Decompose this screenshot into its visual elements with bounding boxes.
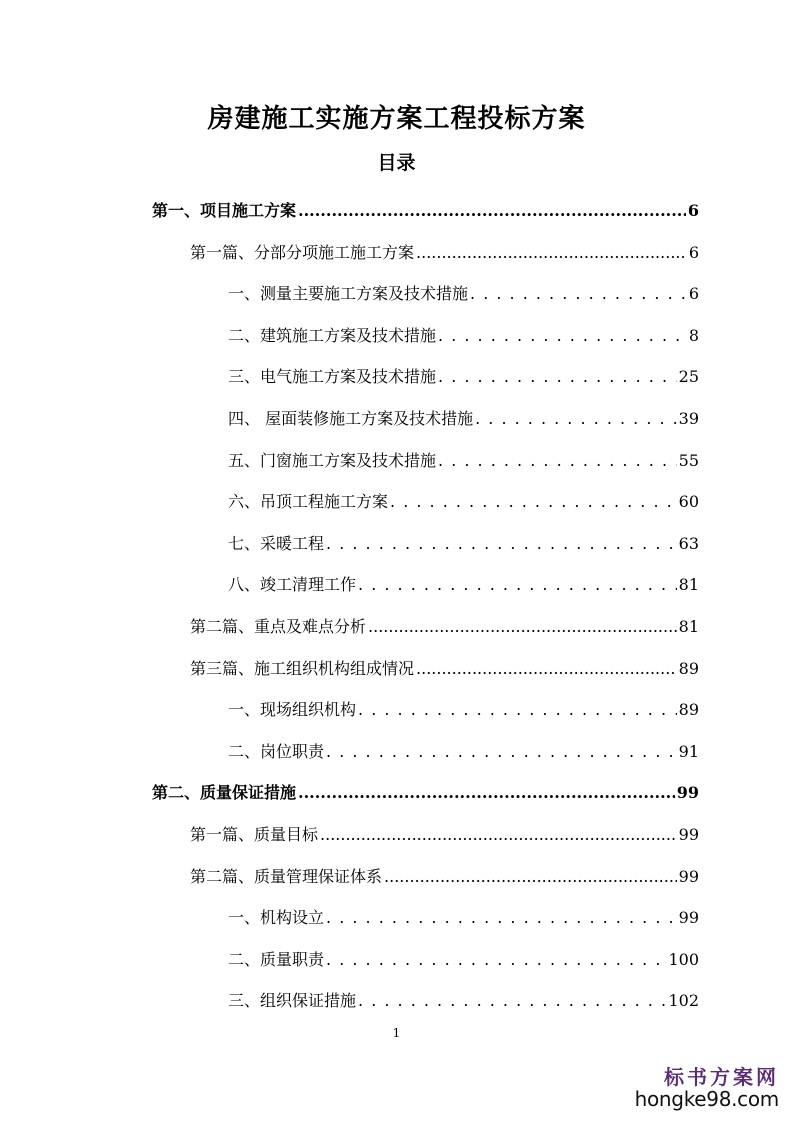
toc-entry-page: 89 [678, 700, 699, 719]
toc-entry[interactable] [152, 780, 699, 808]
watermark-logo [629, 1066, 779, 1110]
toc-entry-page: 91 [678, 742, 699, 761]
toc-entry-label: 六、吊顶工程施工方案 [228, 492, 389, 511]
toc-entry-label: 一、测量主要施工方案及技术措施 [228, 284, 469, 303]
toc-dot-leader [358, 575, 677, 594]
toc-dot-leader [358, 991, 666, 1010]
toc-entry-page: 39 [678, 409, 699, 428]
toc-dot-leader [320, 825, 677, 844]
toc-entry-page: 6 [687, 201, 699, 220]
toc-entry[interactable] [228, 364, 699, 392]
toc-dot-leader [326, 742, 677, 761]
toc-entry-page: 102 [668, 991, 699, 1010]
toc-entry[interactable] [228, 531, 699, 559]
toc-entry-label: 第二篇、质量管理保证体系 [190, 867, 383, 886]
toc-entry-page: 8 [688, 326, 699, 345]
toc-entry-label: 五、门窗施工方案及技术措施 [228, 451, 437, 470]
toc-entry-label: 一、机构设立 [228, 908, 325, 927]
toc-entry-page: 99 [678, 867, 699, 886]
toc-dot-leader [416, 243, 687, 262]
toc-entry-page: 55 [678, 451, 699, 470]
toc-entry[interactable] [228, 947, 699, 975]
toc-entry-label: 二、质量职责 [228, 950, 325, 969]
toc-entry[interactable] [152, 198, 699, 226]
toc-dot-leader [416, 659, 677, 678]
toc-entry[interactable] [228, 988, 699, 1016]
toc-entry-page: 25 [678, 367, 699, 386]
toc-entry-label: 第一篇、分部分项施工施工方案 [190, 243, 415, 262]
toc-entry-label: 第二篇、重点及难点分析 [190, 617, 367, 636]
toc-dot-leader [368, 617, 677, 636]
toc-entry[interactable] [228, 905, 699, 933]
toc-entry-page: 99 [676, 783, 699, 802]
toc-entry-page: 100 [668, 950, 699, 969]
toc-dot-leader [298, 783, 675, 802]
toc-entry-label: 八、竣工清理工作 [228, 575, 357, 594]
toc-entry-page: 81 [678, 617, 699, 636]
watermark-cn: 标书方案网 [664, 1065, 779, 1089]
toc-entry-page: 99 [678, 825, 699, 844]
toc-dot-leader [475, 409, 677, 428]
toc-entry[interactable] [228, 281, 699, 309]
toc-entry-label: 七、采暖工程 [228, 534, 325, 553]
toc-entry[interactable] [228, 323, 699, 351]
toc-dot-leader [326, 534, 677, 553]
toc-entry[interactable] [190, 240, 699, 268]
watermark-url: hongke98.com [634, 1087, 779, 1111]
toc-entry[interactable] [228, 572, 699, 600]
toc-entry-label: 第一篇、质量目标 [190, 825, 319, 844]
toc-dot-leader [326, 908, 677, 927]
toc-entry[interactable] [190, 614, 699, 642]
toc-dot-leader [298, 201, 686, 220]
toc-entry-page: 6 [688, 284, 699, 303]
toc-dot-leader [438, 367, 677, 386]
toc-entry[interactable] [228, 697, 699, 725]
toc-entry[interactable] [190, 822, 699, 850]
toc-entry-label: 三、组织保证措施 [228, 991, 357, 1010]
toc-entry[interactable] [228, 406, 699, 434]
toc-dot-leader [438, 451, 677, 470]
toc-entry[interactable] [190, 656, 699, 684]
toc-entry-page: 63 [678, 534, 699, 553]
toc-entry-label: 二、岗位职责 [228, 742, 325, 761]
toc-entry-label: 第二、质量保证措施 [152, 783, 297, 802]
toc-entry[interactable] [228, 739, 699, 767]
toc-heading: 目录 [377, 152, 416, 174]
toc-entry-label: 第三篇、施工组织机构组成情况 [190, 659, 415, 678]
toc-dot-leader [358, 700, 677, 719]
document-title: 房建施工实施方案工程投标方案 [207, 104, 586, 134]
toc-entry-label: 二、建筑施工方案及技术措施 [228, 326, 437, 345]
toc-entry-label: 三、电气施工方案及技术措施 [228, 367, 437, 386]
toc-entry-label: 第一、项目施工方案 [152, 201, 297, 220]
toc-dot-leader [390, 492, 677, 511]
toc-entry[interactable] [228, 448, 699, 476]
toc-dot-leader [326, 950, 666, 969]
toc-dot-leader [438, 326, 687, 345]
toc-entry-label: 四、 屋面装修施工方案及技术措施 [228, 409, 474, 428]
toc-entry-page: 99 [678, 908, 699, 927]
toc-entry-page: 89 [678, 659, 699, 678]
page-number: 1 [392, 1026, 401, 1040]
toc-entry-page: 60 [678, 492, 699, 511]
toc-entry-label: 一、现场组织机构 [228, 700, 357, 719]
toc-dot-leader [384, 867, 677, 886]
toc-dot-leader [470, 284, 687, 303]
toc-entry-page: 81 [678, 575, 699, 594]
toc-entry-page: 6 [688, 243, 699, 262]
toc-entry[interactable] [190, 864, 699, 892]
toc-entry[interactable] [228, 489, 699, 517]
